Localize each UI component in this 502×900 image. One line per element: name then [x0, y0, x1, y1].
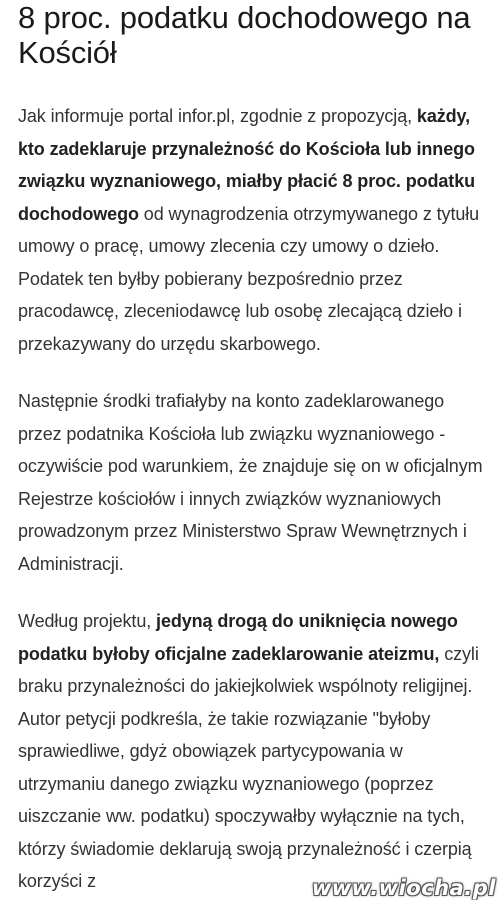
- paragraph-3-bold-text: jedyną drogą do uniknięcia nowego podatku byłoby oficjalne zadeklarowanie ateizmu,: [18, 611, 458, 664]
- paragraph-1-bold-text: każdy, kto zadeklaruje przynależność do Kościoła lub innego związku wyznaniowego, miałby płacić 8 proc. podatku dochodowego: [18, 106, 476, 224]
- paragraph-3-text-2: czyli braku przynależności do jakiejkolwiek wspólnoty religijnej. Autor petycji podkreśla, że takie rozwiązanie "byłoby sprawiedliwe, gdyż obowiązek partycypowania w utrzymaniu danego związku wyznaniowego (poprzez uiszczanie ww. podatku) spoczywałby wyłącznie na tych, którzy świadomie deklarują swoją przynależność i czerpią korzyści z: [18, 643, 479, 891]
- paragraph-2-text: Następnie środki trafiałyby na konto zadeklarowanego przez podatnika Kościoła lub związku wyznaniowego - oczywiście pod warunkiem, że znajduje się on w oficjalnym Rejestrze kościołów i innych związków wyznaniowych prowadzonym przez Ministerstwo Spraw Wewnętrznych i Administracji.: [18, 391, 483, 574]
- paragraph-1-text-1: Jak informuje portal infor.pl, zgodnie z propozycją,: [18, 106, 417, 126]
- article-paragraph-2: [18, 385, 484, 580]
- site-watermark: www.wiocha.pl: [311, 876, 496, 900]
- paragraph-3-text-1: Według projektu,: [18, 611, 157, 631]
- article-title: 8 proc. podatku dochodowego na Kościół: [18, 0, 471, 70]
- paragraph-1-text-2: od wynagrodzenia otrzymywanego z tytułu umowy o pracę, umowy zlecenia czy umowy o dzieło. Podatek ten byłby pobierany bezpośrednio przez pracodawcę, zleceniodawcę lub osobę zlecającą dzieło i przekazywany do urzędu skarbowego.: [18, 203, 480, 354]
- article-paragraph-3: [18, 605, 484, 898]
- article-paragraph-1: [18, 100, 484, 360]
